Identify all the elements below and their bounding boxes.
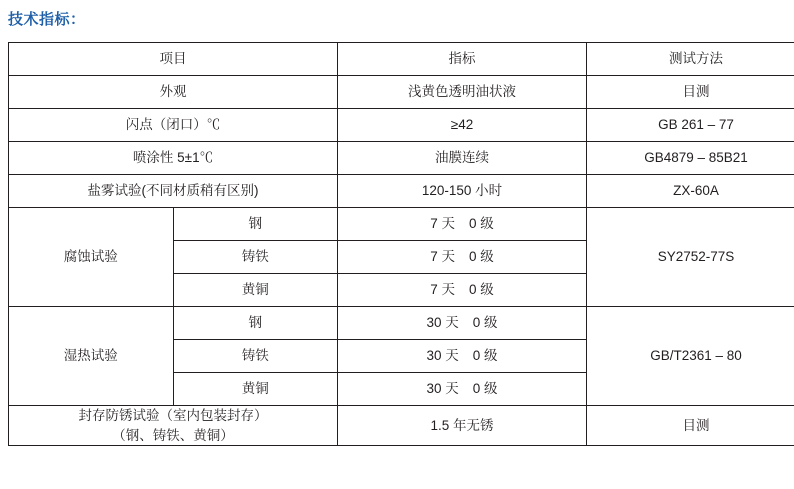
humidity-days: 30 天 <box>426 315 459 331</box>
table-row <box>9 109 794 142</box>
corrosion-material: 铸铁 <box>173 241 338 274</box>
storage-test-row <box>9 406 794 446</box>
humidity-group-label: 湿热试验 <box>9 307 174 406</box>
row-spec: 120-150 小时 <box>338 175 587 208</box>
page-title: 技术指标： <box>8 11 86 28</box>
corrosion-material: 钢 <box>173 208 338 241</box>
header-method: 测试方法 <box>587 43 794 76</box>
corrosion-result <box>338 208 587 241</box>
corrosion-method: SY2752-77S <box>587 208 794 307</box>
storage-item <box>9 406 338 446</box>
corrosion-group-label: 腐蚀试验 <box>9 208 174 307</box>
row-method: ZX-60A <box>587 175 794 208</box>
humidity-days: 30 天 <box>426 381 459 397</box>
humidity-row-steel <box>9 307 794 340</box>
row-method: GB4879 – 85B21 <box>587 142 794 175</box>
humidity-method: GB/T2361 – 80 <box>587 307 794 406</box>
corrosion-days: 7 天 <box>430 249 455 265</box>
corrosion-material: 黄铜 <box>173 274 338 307</box>
corrosion-row-steel <box>9 208 794 241</box>
corrosion-grade: 0 级 <box>469 216 494 232</box>
humidity-result <box>338 373 587 406</box>
header-item: 项目 <box>9 43 338 76</box>
humidity-grade: 0 级 <box>472 315 498 331</box>
table-row <box>9 175 794 208</box>
humidity-result <box>338 307 587 340</box>
storage-item-line1: 封存防锈试验（室内包装封存） <box>78 408 268 423</box>
row-method: 目测 <box>587 76 794 109</box>
humidity-material: 钢 <box>173 307 338 340</box>
row-item: 喷涂性 5±1℃ <box>9 142 338 175</box>
table-row <box>9 76 794 109</box>
corrosion-days: 7 天 <box>430 282 455 298</box>
humidity-days: 30 天 <box>426 348 459 364</box>
humidity-grade: 0 级 <box>472 381 498 397</box>
technical-specifications-table <box>8 42 794 446</box>
corrosion-result <box>338 241 587 274</box>
corrosion-result <box>338 274 587 307</box>
table-header-row <box>9 43 794 76</box>
row-item: 盐雾试验(不同材质稍有区别) <box>9 175 338 208</box>
humidity-material: 黄铜 <box>173 373 338 406</box>
row-spec: 油膜连续 <box>338 142 587 175</box>
storage-spec: 1.5 年无锈 <box>338 406 587 446</box>
humidity-grade: 0 级 <box>472 348 498 364</box>
humidity-result <box>338 340 587 373</box>
storage-method: 目测 <box>587 406 794 446</box>
row-spec: 浅黄色透明油状液 <box>338 76 587 109</box>
corrosion-days: 7 天 <box>430 216 455 232</box>
row-item: 外观 <box>9 76 338 109</box>
storage-item-line2: （钢、铸铁、黄铜） <box>112 427 234 443</box>
header-spec: 指标 <box>338 43 587 76</box>
humidity-material: 铸铁 <box>173 340 338 373</box>
corrosion-grade: 0 级 <box>469 282 494 298</box>
row-method: GB 261 – 77 <box>587 109 794 142</box>
row-spec: ≥42 <box>338 109 587 142</box>
corrosion-grade: 0 级 <box>469 249 494 265</box>
row-item: 闪点（闭口）℃ <box>9 109 338 142</box>
table-row <box>9 142 794 175</box>
